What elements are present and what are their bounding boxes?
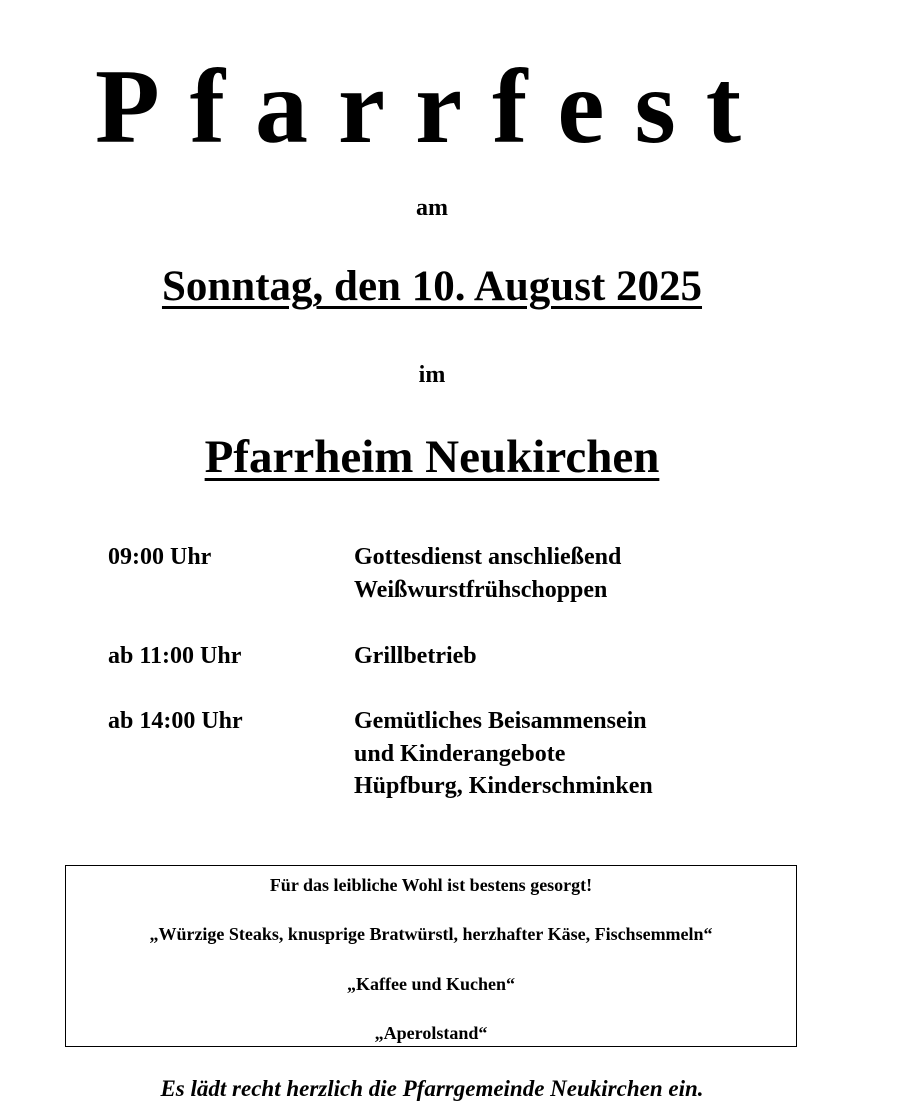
schedule-time: 09:00 Uhr [108,544,212,570]
schedule-line: Weißwurstfrühschoppen [354,576,608,603]
schedule-time: ab 14:00 Uhr [108,708,243,734]
event-date-text: Sonntag, den 10. August 2025 [161,263,703,310]
catering-info-box [65,865,797,1047]
event-venue [0,430,864,484]
closing-invitation: Es lädt recht herzlich die Pfarrgemeinde Neukirchen ein. [160,1076,704,1101]
catering-heading: Für das leibliche Wohl ist bestens gesorgt! [269,875,593,895]
catering-cake: „Kaffee und Kuchen“ [346,974,515,994]
schedule-description [354,705,653,803]
poster-title: Pfarrfest [94,48,772,165]
event-venue-text: Pfarrheim Neukirchen [204,431,660,483]
schedule-line: Gottesdienst anschließend [354,544,622,570]
am-label: am [416,195,448,221]
im-label: im [418,362,446,388]
schedule-line: und Kinderangebote [354,740,566,767]
schedule-line: Gemütliches Beisammensein [354,708,647,734]
schedule-description [354,640,477,673]
catering-aperol: „Aperolstand“ [374,1023,488,1043]
schedule-line: Grillbetrieb [354,643,477,669]
catering-food: „Würzige Steaks, knusprige Bratwürstl, herzhafter Käse, Fischsemmeln“ [149,924,713,944]
schedule-line: Hüpfburg, Kinderschminken [354,773,653,799]
schedule-description [354,541,621,606]
schedule-time: ab 11:00 Uhr [108,643,242,669]
event-date [0,262,864,312]
